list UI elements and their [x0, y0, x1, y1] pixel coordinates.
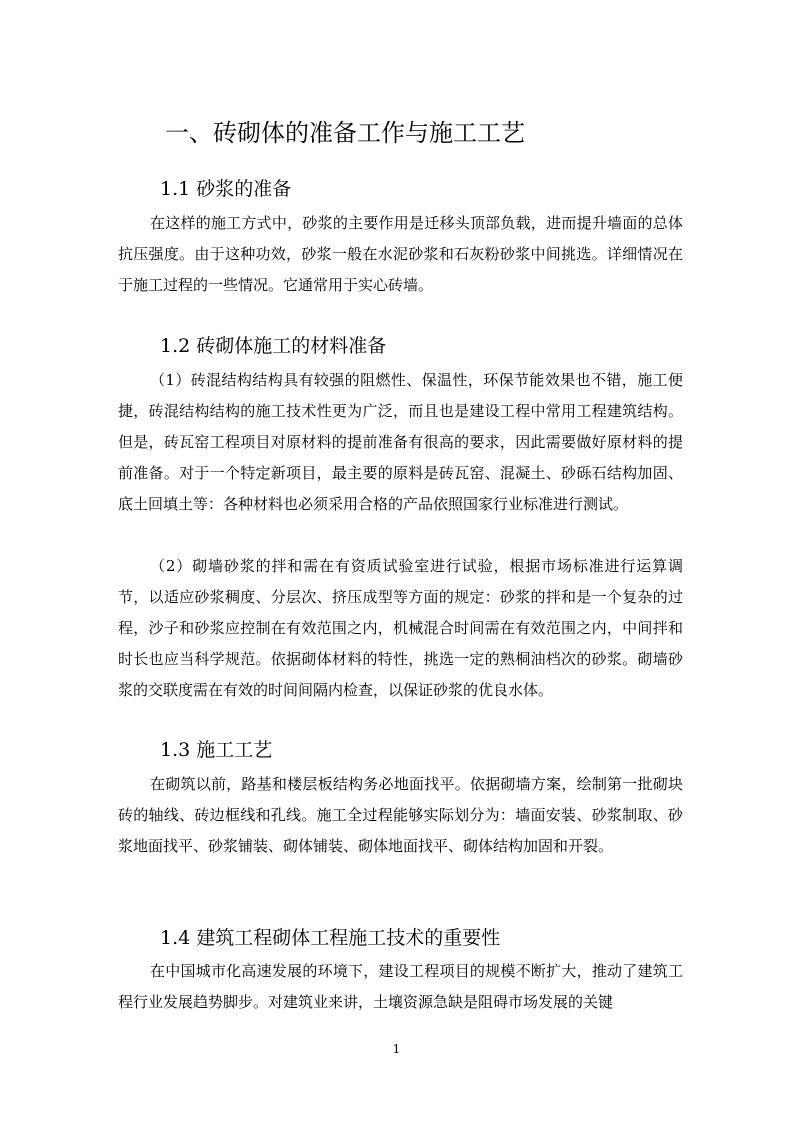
section-title: 砖砌体施工的材料准备 [196, 335, 387, 357]
paragraph-1-2-1: （1）砖混结构结构具有较强的阻燃性、保温性，环保节能效果也不错，施工便捷，砖混结构结构的施工技术性更为广泛，而且也是建设工程中常用工程建筑结构。但是，砖瓦窑工程项目对原材料的提前准备有很高的要求，因此需要做好原材料的提前准备。对于一个特定新项目，最主要的原料是砖瓦窑、混凝土、砂砾石结构加固、底土回填土等：各种材料也必须采用合格的产品依照国家行业标准进行测试。 [118, 371, 683, 513]
page-number: 1 [392, 1042, 401, 1056]
paragraph-1-4-1: 在中国城市化高速发展的环境下，建设工程项目的规模不断扩大，推动了建筑工程行业发展趋势脚步。对建筑业来讲，土壤资源急缺是阻碍市场发展的关键 [118, 962, 683, 1011]
section-number: 1.4 [160, 927, 191, 949]
document-title: 一、砖砌体的准备工作与施工工艺 [165, 119, 525, 147]
section-heading-1-2 [160, 331, 386, 361]
section-title: 砂浆的准备 [196, 178, 292, 200]
paragraph-1-2-2: （2）砌墙砂浆的拌和需在有资质试验室进行试验，根据市场标准进行运算调节，以适应砂浆稠度、分层次、挤压成型等方面的规定：砂浆的拌和是一个复杂的过程，沙子和砂浆应控制在有效范围之内，机械混合时间需在有效范围之内，中间拌和时长也应当科学规范。依据砌体材料的特性，挑选一定的熟桐油档次的砂浆。砌墙砂浆的交联度需在有效的时间间隔内检查，以保证砂浆的优良水体。 [118, 557, 683, 699]
paragraph-1-3-1: 在砌筑以前，路基和楼层板结构务必地面找平。依据砌墙方案，绘制第一批砌块砖的轴线、砖边框线和孔线。施工全过程能够实际划分为：墙面安装、砂浆制取、砂浆地面找平、砂浆铺装、砌体铺装、砌体地面找平、砌体结构加固和开裂。 [118, 775, 683, 855]
section-heading-1-1 [160, 174, 291, 204]
section-number: 1.1 [160, 178, 191, 200]
section-number: 1.2 [160, 335, 191, 357]
section-title: 施工工艺 [196, 739, 273, 761]
section-title: 建筑工程砌体工程施工技术的重要性 [196, 927, 501, 949]
section-heading-1-3 [160, 735, 272, 765]
section-heading-1-4 [160, 923, 500, 953]
paragraph-1-1-1: 在这样的施工方式中，砂浆的主要作用是迁移头顶部负载，进而提升墙面的总体抗压强度。由于这种功效，砂浆一般在水泥砂浆和石灰粉砂浆中间挑选。详细情况在于施工过程的一些情况。它通常用于实心砖墙。 [118, 214, 683, 294]
section-number: 1.3 [160, 739, 191, 761]
